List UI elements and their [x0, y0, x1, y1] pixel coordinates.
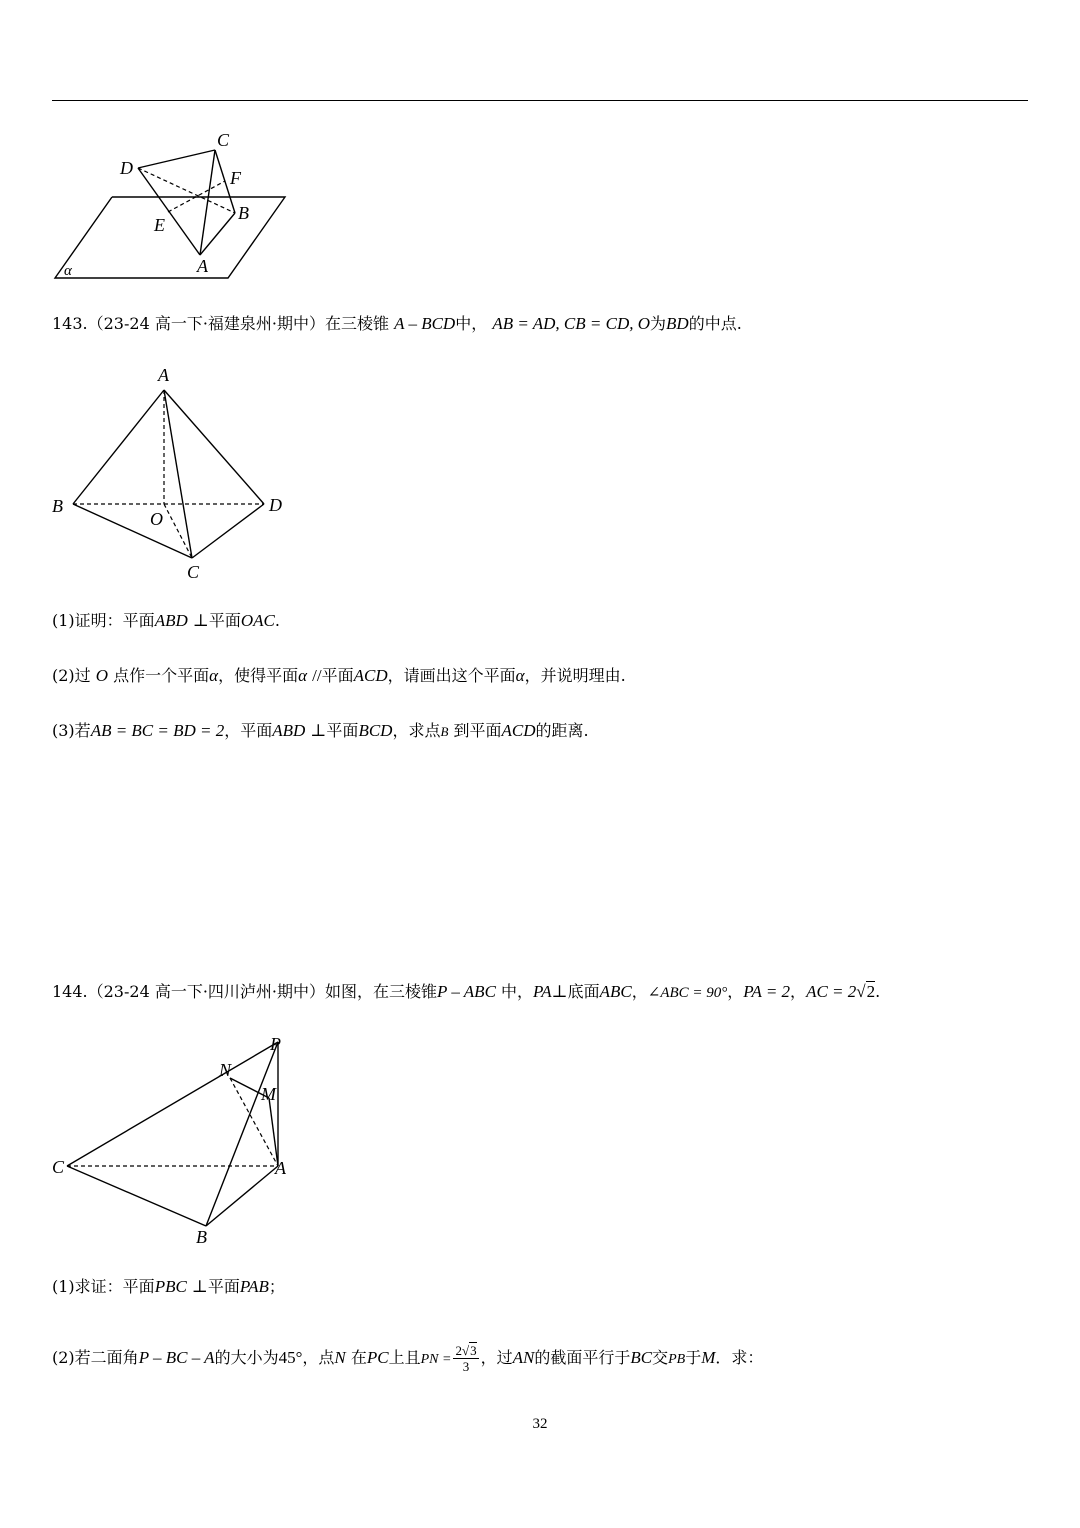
q144-stem: 144.（23-24 高一下·四川泸州·期中）如图，在三棱锥P – ABC 中，PA⊥底面ABC，∠ABC = 90°，PA = 2，AC = 2√2. [52, 982, 881, 1001]
label-N: N [219, 1060, 232, 1080]
fraction-2-root3-over-3: $\frac{2√3}{3}$ [455, 1343, 477, 1374]
label-D: D [120, 158, 133, 178]
page-number: 32 [532, 1416, 548, 1432]
q143-part2: (2)过 O 点作一个平面α，使得平面α //平面ACD，请画出这个平面α，并说明理由. [52, 666, 626, 685]
q143-stem: 143.（23-24 高一下·福建泉州·期中）在三棱锥 A – BCD中， AB = AD, CB = CD, O为BD的中点. [52, 314, 742, 333]
figure-tetrahedron-PABC [48, 1030, 298, 1252]
label-A: A [158, 365, 169, 385]
label-P: P [270, 1034, 281, 1054]
q143-part3: (3)若AB = BC = BD = 2，平面ABD ⊥平面BCD，求点B 到平面ACD的距离. [52, 721, 589, 740]
q144-part2: (2)若二面角P – BC – A的大小为45°，点N 在PC上且PN = $\frac{2√3}{3}$ ，过AN的截面平行于BC交PB于M．求： [52, 1343, 764, 1374]
label-A: A [275, 1158, 286, 1178]
label-D: D [269, 495, 282, 515]
figure-tetrahedron-ABCD [48, 362, 293, 584]
header-rule [52, 100, 1028, 101]
label-C: C [217, 130, 230, 150]
label-O: O [150, 509, 163, 529]
label-M: M [261, 1084, 276, 1104]
label-E: E [154, 215, 165, 235]
q143-part1: (1)证明：平面ABD ⊥平面OAC. [52, 611, 280, 630]
label-F: F [230, 168, 241, 188]
label-A: A [197, 256, 208, 276]
label-B: B [238, 203, 249, 223]
label-alpha: α [64, 263, 72, 279]
label-C: C [52, 1157, 65, 1177]
q144-part1: (1)求证：平面PBC ⊥平面PAB； [52, 1277, 285, 1296]
label-B: B [196, 1227, 207, 1247]
label-C: C [187, 562, 200, 582]
figure-plane-tetrahedron [50, 125, 295, 285]
label-B: B [52, 496, 63, 516]
